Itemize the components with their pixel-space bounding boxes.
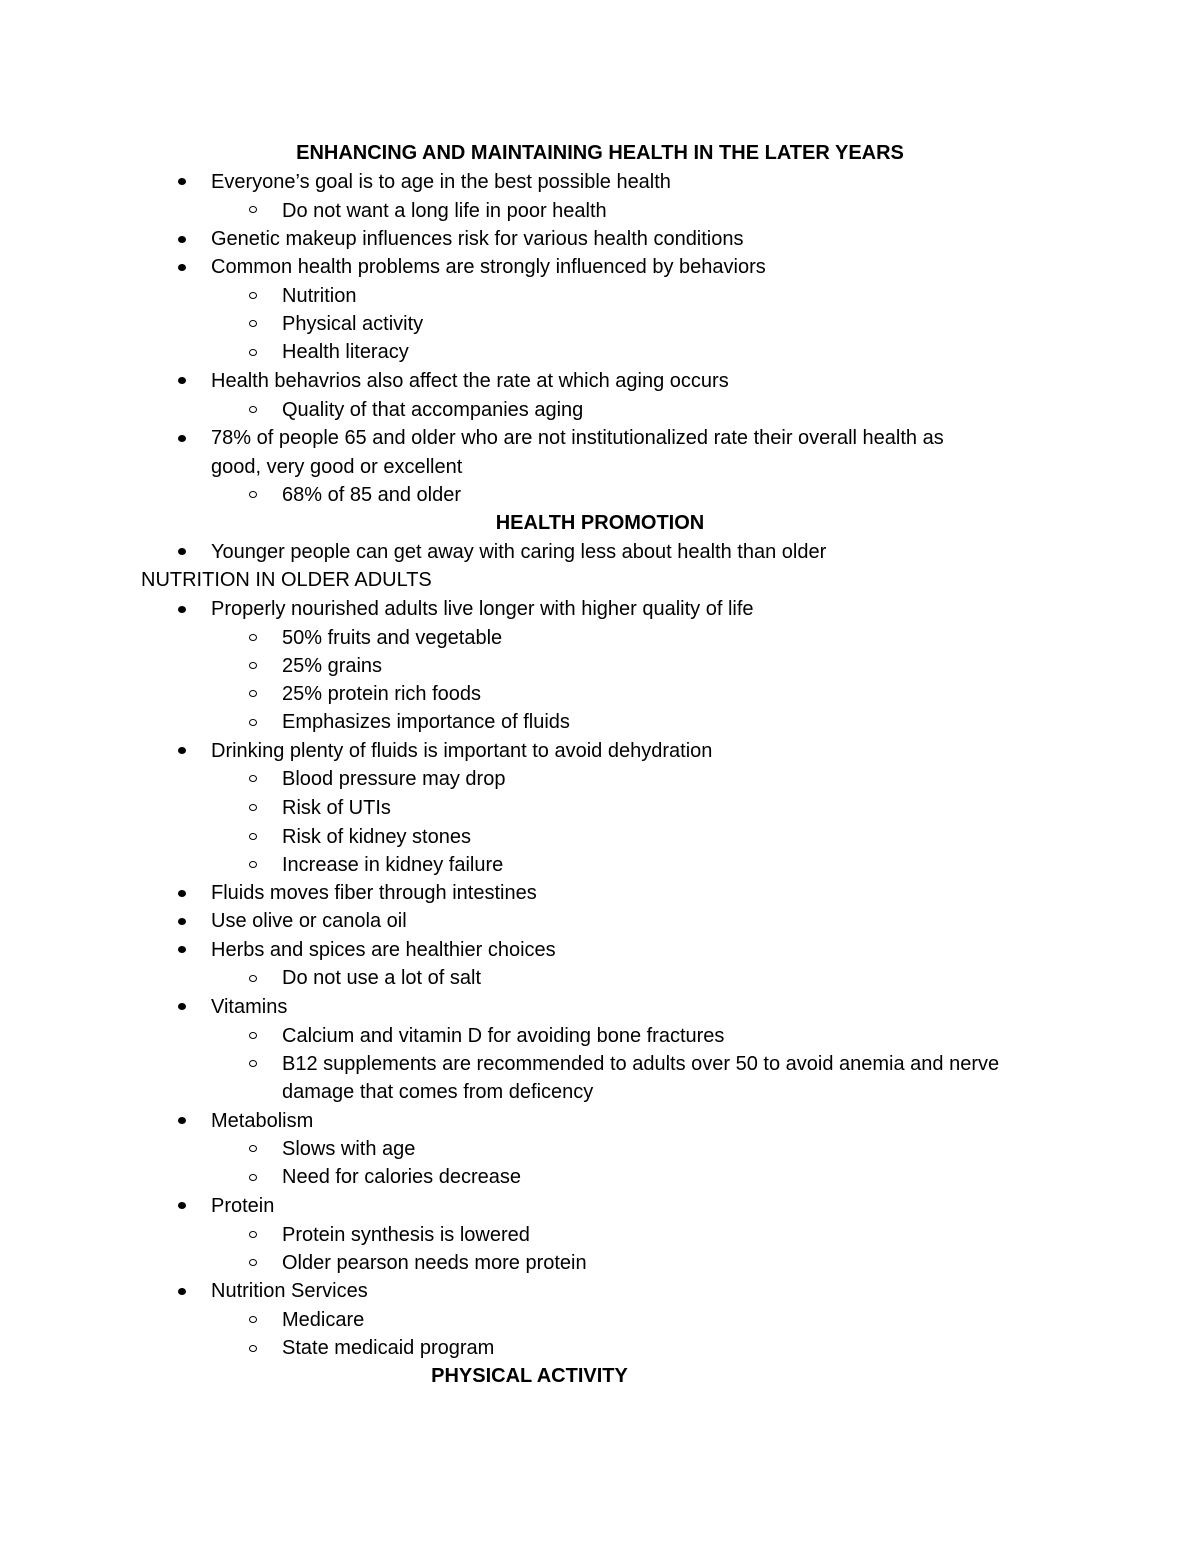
sub-list-item: State medicaid program (282, 1337, 495, 1359)
section-heading-health-promotion: HEALTH PROMOTION (495, 512, 705, 534)
sub-list-item: Protein synthesis is lowered (282, 1224, 530, 1246)
hollow-bullet-icon (249, 1174, 257, 1181)
list-item: Drinking plenty of fluids is important to avoid dehydration (211, 740, 713, 762)
sub-list-item: Slows with age (282, 1138, 416, 1160)
sub-list-item: Increase in kidney failure (282, 854, 504, 876)
list-item: Common health problems are strongly influenced by behaviors (211, 256, 766, 278)
hollow-bullet-icon (249, 1145, 257, 1152)
hollow-bullet-icon (249, 690, 257, 697)
filled-bullet-icon (178, 1117, 186, 1124)
list-item: Nutrition Services (211, 1280, 368, 1302)
hollow-bullet-icon (249, 662, 257, 669)
list-item: Metabolism (211, 1110, 314, 1132)
hollow-bullet-icon (249, 1259, 257, 1266)
hollow-bullet-icon (249, 1060, 257, 1067)
filled-bullet-icon (178, 890, 186, 897)
hollow-bullet-icon (249, 804, 257, 811)
hollow-bullet-icon (249, 634, 257, 641)
sub-list-item: 25% grains (282, 655, 383, 677)
list-item: Younger people can get away with caring less about health than older (211, 541, 827, 563)
list-item: Herbs and spices are healthier choices (211, 939, 556, 961)
list-item: Use olive or canola oil (211, 910, 407, 932)
hollow-bullet-icon (249, 1032, 257, 1039)
sub-list-item: Quality of that accompanies aging (282, 399, 584, 421)
hollow-bullet-icon (249, 1231, 257, 1238)
sub-list-item: Risk of kidney stones (282, 826, 471, 848)
list-item: Vitamins (211, 996, 288, 1018)
sub-list-item: Older pearson needs more protein (282, 1252, 587, 1274)
hollow-bullet-icon (249, 491, 257, 498)
list-item: Health behavrios also affect the rate at which aging occurs (211, 370, 729, 392)
hollow-bullet-icon (249, 833, 257, 840)
hollow-bullet-icon (249, 719, 257, 726)
hollow-bullet-icon (249, 975, 257, 982)
list-item: 78% of people 65 and older who are not institutionalized rate their overall health as (211, 427, 944, 449)
hollow-bullet-icon (249, 1345, 257, 1352)
filled-bullet-icon (178, 1202, 186, 1209)
sub-list-item: 50% fruits and vegetable (282, 627, 503, 649)
hollow-bullet-icon (249, 320, 257, 327)
hollow-bullet-icon (249, 206, 257, 213)
filled-bullet-icon (178, 236, 186, 243)
filled-bullet-icon (178, 435, 186, 442)
hollow-bullet-icon (249, 775, 257, 782)
document-title: ENHANCING AND MAINTAINING HEALTH IN THE LATER YEARS (296, 142, 904, 164)
sub-list-item-continuation: damage that comes from deficency (282, 1081, 594, 1103)
filled-bullet-icon (178, 606, 186, 613)
list-item: Protein (211, 1195, 275, 1217)
section-heading-nutrition: NUTRITION IN OLDER ADULTS (141, 569, 432, 591)
filled-bullet-icon (178, 377, 186, 384)
filled-bullet-icon (178, 747, 186, 754)
sub-list-item: Risk of UTIs (282, 797, 391, 819)
hollow-bullet-icon (249, 406, 257, 413)
filled-bullet-icon (178, 946, 186, 953)
sub-list-item: Calcium and vitamin D for avoiding bone fractures (282, 1025, 725, 1047)
filled-bullet-icon (178, 1003, 186, 1010)
sub-list-item: Emphasizes importance of fluids (282, 711, 570, 733)
filled-bullet-icon (178, 918, 186, 925)
filled-bullet-icon (178, 548, 186, 555)
sub-list-item: Need for calories decrease (282, 1166, 522, 1188)
hollow-bullet-icon (249, 1316, 257, 1323)
list-item: Properly nourished adults live longer with higher quality of life (211, 598, 754, 620)
filled-bullet-icon (178, 1288, 186, 1295)
list-item-continuation: good, very good or excellent (211, 456, 463, 478)
hollow-bullet-icon (249, 292, 257, 299)
list-item: Everyone’s goal is to age in the best possible health (211, 171, 671, 193)
sub-list-item: Health literacy (282, 341, 409, 363)
sub-list-item: Do not use a lot of salt (282, 967, 482, 989)
sub-list-item: 25% protein rich foods (282, 683, 482, 705)
section-heading-physical-activity: PHYSICAL ACTIVITY (431, 1365, 628, 1387)
sub-list-item: Blood pressure may drop (282, 768, 506, 790)
filled-bullet-icon (178, 178, 186, 185)
list-item: Fluids moves fiber through intestines (211, 882, 537, 904)
filled-bullet-icon (178, 264, 186, 271)
list-item: Genetic makeup influences risk for various health conditions (211, 228, 744, 250)
sub-list-item: 68% of 85 and older (282, 484, 462, 506)
hollow-bullet-icon (249, 861, 257, 868)
sub-list-item: Physical activity (282, 313, 424, 335)
sub-list-item: Medicare (282, 1309, 365, 1331)
sub-list-item: B12 supplements are recommended to adults over 50 to avoid anemia and nerve (282, 1053, 1000, 1075)
hollow-bullet-icon (249, 349, 257, 356)
sub-list-item: Nutrition (282, 285, 357, 307)
sub-list-item: Do not want a long life in poor health (282, 200, 607, 222)
